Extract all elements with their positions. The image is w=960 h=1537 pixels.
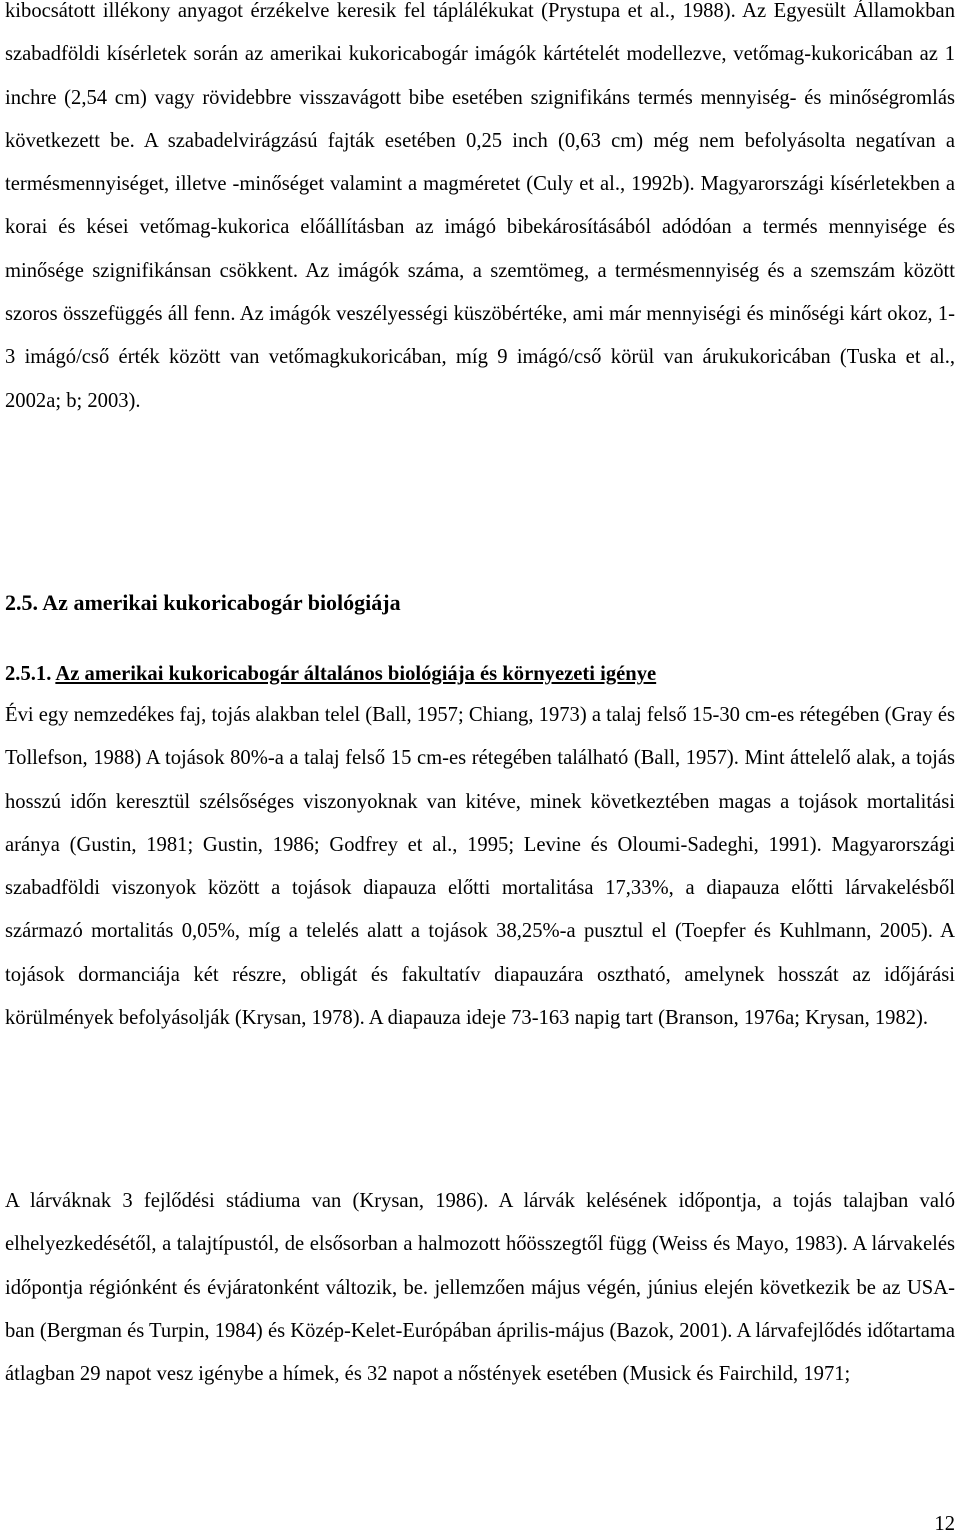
body-paragraph: A lárváknak 3 fejlődési stádiuma van (Krysan, 1986). A lárvák kelésének időpontja, a tojás talajban való elhelyezkedésétől, a talajtípustól, de elsősorban a halmozott hőösszegtől függ (Weiss és Mayo, 1983). A lárvakelés időpontja régiónként és évjáratonként változik, be. jellemzően május végén, június elején következik be az USA-ban (Bergman és Turpin, 1984) és Közép-Kelet-Európában április-május (Bazok, 2001). A lárvafejlődés időtartama átlagban 29 napot vesz igénybe a hímek, és 32 napot a nőstények esetében (Musick és Fairchild, 1971; [5,1190,955,1386]
body-paragraph: kibocsátott illékony anyagot érzékelve keresik fel táplálékukat (Prystupa et al., 1988). Az Egyesült Államokban szabadföldi kísérletek során az amerikai kukoricabogár imágók kártételét modellezve, vetőmag-kukoricában az 1 inchre (2,54 cm) vagy rövidebbre visszavágott bibe esetében szignifikáns termés mennyiség- és minőségromlás következett be. A szabadelvirágzású fajták esetében 0,25 inch (0,63 cm) még nem befolyásolta negatívan a termésmennyiséget, illetve -minőséget valamint a magméretet (Culy et al., 1992b). Magyarországi kísérletekben a korai és kései vetőmag-kukorica előállításban az imágó bibekárosításából adódóan a termés mennyisége és minősége szignifikánsan csökkent. Az imágók száma, a szemtömeg, a termésmennyiség és a szemszám között szoros összefüggés áll fenn. Az imágók veszélyességi küszöbértéke, ami már mennyiségi és minőségi kárt okoz, 1-3 imágó/cső érték között van vetőmagkukoricában, míg 9 imágó/cső körül van árukukoricában (Tuska et al., 2002a; b; 2003). [5,0,955,412]
subsection-title: Az amerikai kukoricabogár általános biológiája és környezeti igénye [55,663,657,685]
body-paragraph: Évi egy nemzedékes faj, tojás alakban telel (Ball, 1957; Chiang, 1973) a talaj felső 15-30 cm-es rétegében (Gray és Tollefson, 1988) A tojások 80%-a a talaj felső 15 cm-es rétegében található (Ball, 1957). Mint áttelelő alak, a tojás hosszú időn keresztül szélsőséges viszonyoknak van kitéve, minek következtében magas a tojások mortalitási aránya (Gustin, 1981; Gustin, 1986; Godfrey et al., 1995; Levine és Oloumi-Sadeghi, 1991). Magyarországi szabadföldi viszonyok között a tojások diapauza előtti mortalitása 17,33%, a diapauza előtti lárvakelésből származó mortalitás 0,05%, míg a telelés alatt a tojások 38,25%-a pusztul el (Toepfer és Kuhlmann, 2005). A tojások dormanciája két részre, obligát és fakultatív diapauzára osztható, amelynek hosszát az időjárási körülmények befolyásolják (Krysan, 1978). A diapauza ideje 73-163 napig tart (Branson, 1976a; Krysan, 1982). [5,704,955,1030]
section-heading: 2.5. Az amerikai kukoricabogár biológiája [5,590,401,615]
subsection-number: 2.5.1. [5,663,56,685]
subsection-heading [5,659,656,689]
page-number: 12 [934,1513,955,1535]
